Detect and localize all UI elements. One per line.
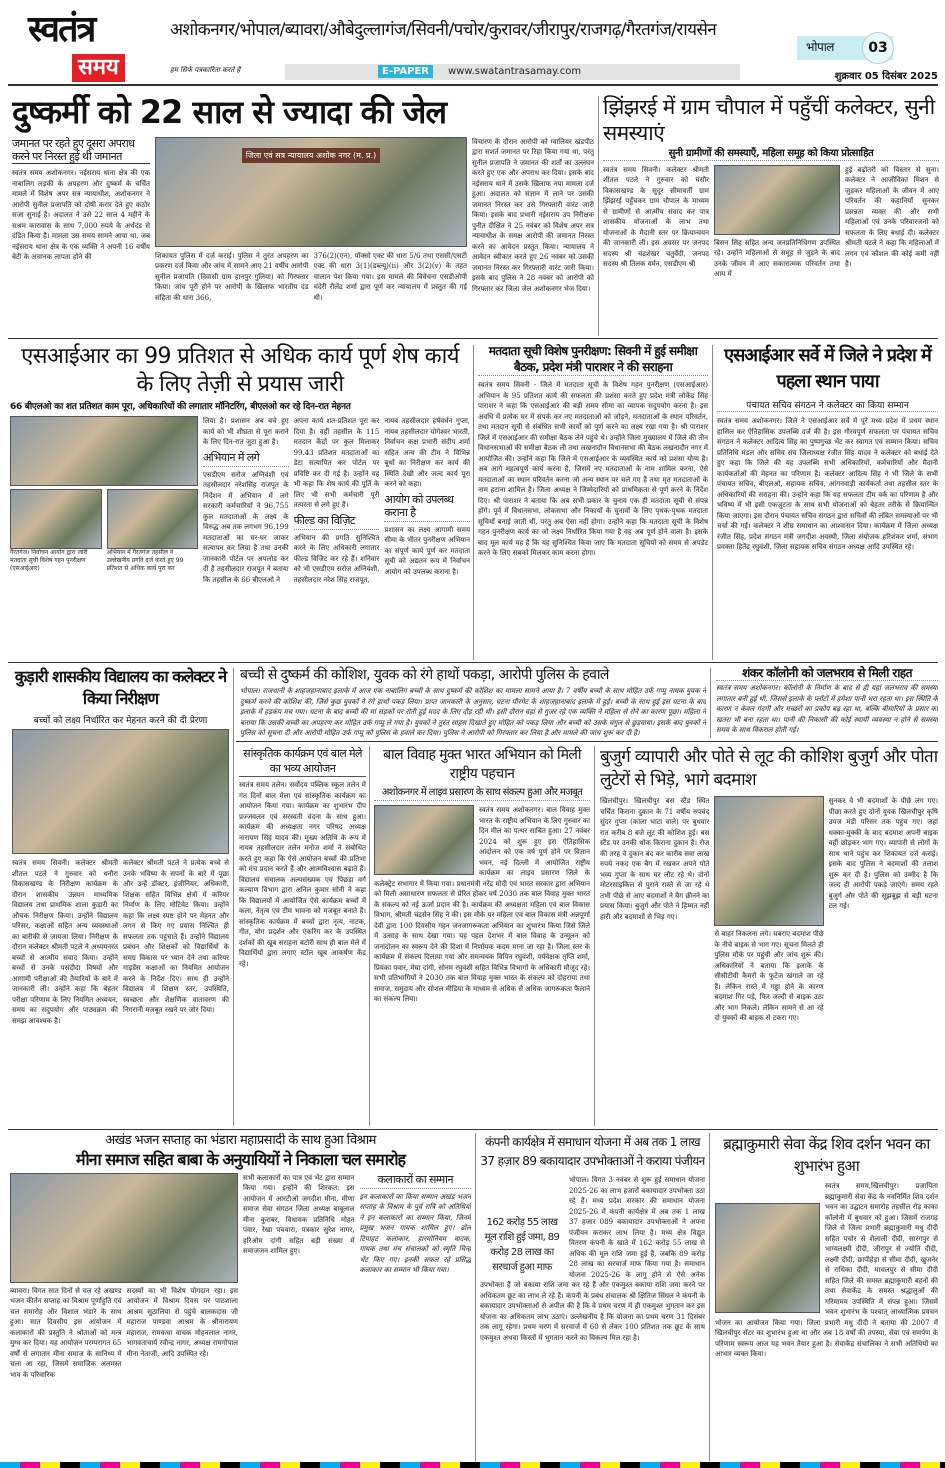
chaupal-photo — [714, 165, 840, 235]
article-text: सदस्यों का भी विशेष योगदान रहा। इस आयोजन में विश्राम दिवस पर पाठशाला आश्रम सुठालिया से पहुंचे बालकदास जी महाराज पाण्डवा आश्रम के श्रीनारायण महाराज, रामकथा वाचक मोहनलाल नागर, भागवताचार्य रवीन्द्र नागर, अध्यक्ष रामगोपाल मीना नेताजी, आदि उपस्थित रहे। — [126, 1286, 238, 1358]
story-colony-waterlogging — [716, 666, 938, 739]
subhead: पंचायत सचिव संगठन ने कलेक्टर का किया सम्मान — [717, 398, 938, 412]
headline: कंपनी कार्यक्षेत्र में समाधान योजना में अब तक 1 लाख 37 हज़ार 89 बकायादार उपभोक्ताओं ने कराया पंजीयन — [480, 1135, 705, 1168]
bhavan-photo — [715, 1203, 820, 1313]
article-text: हुई बढ़ोतरी को विस्तार से सुना। कलेक्टर ने आजीविका मिशन से जुड़कर महिलाओं के जीवन में आए परिवर्तन की कहानियाँ सुनकर प्रसन्नता व्यक्त की और सभी महिलाओं एवं उनके परिवारजनों को सफलता के लिए बधाई दी। कलेक्टर श्रीमती पटले ने कहा कि महिलाओं में लगन एवं कौशल की कोई कमी नहीं है। — [845, 165, 939, 268]
article-text: सुनकर वे भी बदमाशों के पीछे लग गए। पीछा करते हुए दोनों युवक खिलचीपुर कृषि उपज मंडी परिसर तक पहुंच गए। जहां धक्का-मुक्की के बाद बदमाश अपनी बाइक वहीं छोड़कर भाग गए। व्यापारी से लोगों के साथ थाने पहुंच कर शिकायत दर्ज कराई। इसके बाद पुलिस ने बदमाशों की तलाश शुरू कर दी है। पुलिस को उम्मीद है कि जल्द ही आरोपी पकड़े जाएंगे। समय रहते बुजुर्ग और पोते की सूझबूझ से बड़ी घटना टल गई। — [828, 797, 938, 910]
subhead: अशोकनगर में लाइव प्रसारण के साथ संकल्प हुआ और मजबूत — [374, 786, 590, 801]
story-robbery-attempt — [600, 746, 938, 1126]
story-samadhan-scheme — [480, 1133, 705, 1460]
logo-bottom: समय — [72, 54, 125, 82]
article-body: स्वतंत्र समय,खिलचीपुर। प्रजापिता ब्रह्माकुमारी सेवा केंद्र के नवनिर्मित शिव दर्शन भवन का उद्घाटन समारोह तहसील रोड़ काका कॉलोनी में बुधवार को हुआ। जिसमें राजगढ़ जिले से जिला प्रभारी ब्रह्माकुमारी मधु दीदी सहित पचोर से शैलाली दीदी, सारंगपुर से भाग्यलक्ष्मी दीदी, जीरापुर से ज्योति दीदी, लक्ष्मी दीदी, छापीहेड़ा से सीमा दीदी, खुजनेर से राधिका दीदी, माचलपुर से सीमा दीदी सहित जिले की समस्त ब्रह्माकुमारी बहनों की तथा सेवाकेंद्र के समस्त श्रद्धालुओं की गरिमामय उपस्थिति में संपन्न हुआ। जिसमें भवन शुभारंभ के पश्चात् आध्यात्मिक प्रवचन भोजन का आयोजन किया गया। जिला प्रभारी मधु दीदी ने बताया की 2007 में खिलचीपुर सेंटर का शुभारंभ हुआ था और अब 18 वर्षों की तपस्या, सेवा एवं समर्पण के परिणाम स्वरूप आज यह भवन तैयार हुआ है। सेवाकेंद्र संचालिका ने सभी अतिथियों का आभार व्यक्त किया। — [715, 1182, 938, 1358]
article-text: लिया है। प्रशासन अब बचे हुए कार्य को भी शीघ्रता से पूरा कराने के लिए दिन-रात जुटा हुआ है। — [203, 417, 289, 447]
kicker: जमानत पर रहते हुए दूसरा अपराध करने पर निरस्त हुई थी जमानत — [12, 137, 150, 164]
article-text: कलेक्टर श्रीमती पटले ने प्रत्येक बच्चे से उनके भविष्य के सपनों के बारे में पूछा और उन्हें डॉक्टर, इंजीनियर, अधिकारी, शिक्षक सहित विभिन्न क्षेत्रों में करियर निर्माण के लिए मोटिवेट किया। उन्होंने कहा कि लक्ष्य स्पष्ट होने पर मेहनत और लगन से किए गए प्रयास निश्चित ही सफलता तक पहुंचाते हैं। उन्होंने विद्यालय प्रबंधन और शिक्षकों को विद्यार्थियों के समग्र विकास पर ध्यान देने तथा करियर गाइडेंस कक्षाओं का नियमित आयोजन करने के निर्देश दिए। साथ ही उन्होंने विद्यालय में शिक्षण स्तर, उपस्थिति, स्वच्छता और शैक्षणिक वातावरण की निगरानी मजबूत रखने पर जोर दिया। — [123, 859, 229, 1014]
subhead: सुनी ग्रामीणों की समस्याएँ, महिला समूह को किया प्रोत्साहित — [603, 148, 939, 161]
headline: झिंझरई में ग्राम चौपाल में पहुँचीं कलेक्टर, सुनी समस्याएं — [603, 95, 935, 145]
tagline: हम सिर्फ पत्रकारिता करते है — [170, 66, 241, 74]
article-text: खिलचीपुर। खिलचीपुर बस स्टैंड स्थित चर्चित किराना दुकान के 71 वर्षीय रुपचंद सुंदर गुप्ता (काला भाटा वाले) पर बुधवार रात करीब 8 बजे लूट की कोशिश हुई। बस स्टैंड पर उनकी थोक किराना दुकान है। रोज की तरह वे दुकान बंद कर कारीब सवा लाख रुपये नकद एक बैग में रखकर अपने पोते भव्य गुप्ता के साथ घर लौट रहे थे। दोनों मोटरसाइकिल से पुराने रास्ते से जा रहे थे तभी पीछे से आए बदमाशों ने बैग छीनने का प्रयास किया। बुजुर्ग और पोते ने हिम्मत नहीं हारी और बदमाशों से भिड़ गए। — [600, 797, 710, 921]
sir-photo-2 — [10, 489, 102, 549]
story-village-chaupal — [603, 94, 939, 336]
column-divider — [475, 1133, 476, 1461]
article-text: स्वतंत्र समय तलेन। सर्वोदय पब्लिक स्कूल तलेन में गत दिनों बाल मेला एवं सांस्कृतिक कार्यक्रम का आयोजन किया गया। कार्यक्रम का शुभारंभ दीप प्रज्जवलन एवं सरस्वती वंदना के साथ हुआ। कार्यक्रम की अध्यक्षता नगर परिषद अध्यक्ष नारायण सिंह यादव की। मुख्य अतिथि के रूप में नायब तहसीलदार तलेन मनोज शर्मा ने संबोधित करते हुए कहा कि ऐसे आयोजन बच्चों की प्रतिभा को मंच प्रदान करते हैं और आत्मविश्वास बढ़ाते हैं। विद्यालय संचालक अल्पसंख्यक एवं पिछड़ा वर्ग कल्याण विभाग द्वारा अनिल कुमार सोनी ने कहा कि विद्यालयों में आयोजित ऐसे कार्यक्रम बच्चों में कला, नेतृत्व एवं टीम भावना को मजबूत बनाते हैं। सांस्कृतिक कार्यक्रम में बच्चों द्वारा नृत्य, नाटक, गीत, योग प्रदर्शन और एंकरिंग कर के उपस्थित दर्शकों की खूब सराहना बटोरी साथ ही बाल मेले में विद्यार्थियों द्वारा लगाए स्टॉल खूब आकर्षण केंद्र रहे। — [239, 781, 366, 968]
logo-top: स्वतंत्र — [28, 9, 95, 50]
sir-photo-1 — [10, 416, 198, 486]
article-text: ब्यावरा। विगत सात दिनों से चल रहे अखण्ड भजन कीर्तन सप्ताह का विश्राम पूर्णाहुति एवं चल समारोह और विशाल भंडारे के साथ हुआ। सात दिवसीय इस आयोजन में कलाकारों की प्रस्तुति ने श्रोताओं को मन्त्र मुग्ध कर दिया। यह आयोजन परम्परागत 65 वर्षों से लगातार मीना समाज के सानिध्य में चला आ रहा, जिसमें समाजिक अलमस्त भाव के परिवारिक — [10, 1286, 122, 1379]
masthead-rule — [8, 84, 938, 86]
website-link[interactable]: www.swatantrasamay.com — [448, 66, 582, 77]
column-divider — [710, 668, 711, 738]
page-number: 03 — [862, 32, 894, 64]
story-bhajan-procession — [10, 1133, 471, 1460]
section-subhead: कलाकारों का सम्मान — [360, 1173, 472, 1189]
article-text: अपना कार्य शत-प्रतिशत पूरा कर दिया है। वहीं तहसील के 115 मतदान केंद्रों पर कुल मिलाकर 99.43 प्रतिशत मतदाताओं का डेटा सत्यापित कर पोर्टल पर प्रविष्टि कर दी गई है। उन्होंने यह भी कहा कि शेष कार्य की पूर्ति के लिए भी सभी कर्मचारी पूरी तत्परता से लगे हुए हैं। — [293, 417, 380, 510]
story-child-marriage — [374, 746, 590, 1126]
section-subhead: अभियान में लगे — [203, 451, 289, 467]
issue-date: शुक्रवार 05 दिसंबर 2025 — [834, 71, 938, 82]
headline: दुष्कर्मी को 22 साल से ज्यादा की जेल — [12, 94, 447, 131]
section-subhead: फील्ड का विज़िट — [294, 514, 380, 530]
court-sign: जिला एवं सत्र न्यायालय अशोक नगर (म. प्र.) — [242, 148, 381, 163]
section-rule — [8, 338, 938, 339]
section-rule — [236, 741, 938, 742]
article-text: स्वतंत्र समय सिवनी। कलेक्टर श्रीमती शीतल पटले ने गुरुवार को घंसौर विकासखण्ड के सुदूर सीमावर्ती ग्राम झिंझरई पहुँचकर ग्राम चौपाल के माध्यम से ग्रामीणों से आत्मीय संवाद कर पात्र शासकीय योजनाओं के लाभ तथा योजनाओं के मैदानी स्तर पर क्रियान्वयन की जानकारी ली। इस अवसर पर जनपद सदस्य श्री चंद्रशेखर चतुर्वेदी, जनपद सदस्य श्री तिलक वर्मन, एसडीएम श्री — [603, 165, 709, 268]
photo-caption: गैरतगंज। निर्वाचन आयोग द्वारा जारी मतदाता सूची विशेष गहन पुनरीक्षण (एसआईआर) — [10, 549, 88, 573]
article-text: 376(2)(एन), पॉक्सो एक्ट की धारा 5/6 तथा एससी/एसटी एक्ट की धारा 3(1)(डब्ल्यू)(ii) और 3(2)(v) के तहत चालान पेश किया गया। इस मामले की विवेचना एसडीओपी चंदेरी रौलेंद्र शर्मा द्वारा पूर्ण कर न्यायालय में प्रस्तुत की गई थी। — [313, 251, 467, 302]
article-body: स्वतंत्र समय अशोकनगर। बाल विवाह मुक्त भारत के राष्ट्रीय अभियान के लिए गुरुवार का दिन मील का पत्थर साबित हुआ। 27 नवंबर 2024 को शुरू हुए इस ऐतिहासिक आंदोलन को एक वर्ष पूर्ण होने पर विज्ञान भवन, नई दिल्ली में आयोजित राष्ट्रीय कार्यक्रम का लाइव प्रसारण जिले के कलेक्ट्रेट सभागार में किया गया। प्रधानमंत्री नरेंद्र मोदी एवं भारत सरकार द्वारा अभियान को मिली असाधारण सफलता से प्रेरित होकर वर्ष 2030 तक बाल विवाह मुक्त भारत के संकल्प को नई ऊर्जा प्रदान की है। कार्यक्रम की अध्यक्षता महिला एवं बाल विकास विभाग, श्रीमती चंद्रसेन सिंह ने की। इस मौके पर महिला एवं बाल विकास मंत्री अन्नपूर्णा देवी द्वारा 100 दिवसीय गहन जनजागरूकता अभियान का शुभारंभ किया जिसे जिले में उत्साह के साथ देखा गया। यह पहल देशभर में बाल विवाह के उन्मूलन को जनांदोलन का स्वरूप देने की दिशा में निर्णायक कदम माना जा रहा है। जिला स्तर के कार्यक्रम में संकल्प दिलाया गया और समन्वयक विपिन रघुवंशी, पर्यवेक्षक तृप्ति शर्मा, प्रियंका पवार, मेघा दांगी, सोनम रघुवंशी सहित विभिन्न विभागों के अधिकारी मौजूद रहे। सभी प्रतिभागियों ने 2030 तक बाल विवाह मुक्त भारत के संकल्प को दोहराया तथा समाज, समुदाय और सोशल मीडिया के माध्यम से अधिक से अधिक जागरूकता फैलाने का संकल्प लिया। — [374, 806, 590, 1003]
story-school-inspection — [12, 666, 229, 1126]
article-text: प्रशासन का लक्ष्य आगामी समय सीमा के भीतर पुनरीक्षण अभियान का संपूर्ण कार्य पूर्ण कर मतदाता सूची को अद्यतन रूप में निर्वाचन आयोग को उपलब्ध कराना है। — [384, 525, 470, 576]
headline: सांस्कृतिक कार्यक्रम एवं बाल मेले का भव्य आयोजन — [239, 746, 366, 777]
subhead: बच्चों को लक्ष्य निर्धारित कर मेहनत करने की दी प्रेरणा — [33, 716, 208, 726]
article-text: सभी कलाकारों का पात्र एवं भेंट द्वारा सम्मान किया गया। इन्होंने की शिरकत: इस आयोजन में आरटीओ जगदीश मीना, मीणा समाज सेवा संगठन जिला अध्यक्ष बाबूलाल मीना कुराबर, विधायक प्रतिनिधि मोहन पंवार, रेखा पचवारा, पत्रकार सुरेश नागर, हरिओम दांगी सहित बड़ी संख्या में समाजजन शामिल हुए। — [243, 1173, 355, 1256]
article-body: भोपाल। विगत 3 नवंबर से शुरू हुई समाधान योजना 2025-26 का लाभ हजारों बकायादार उपभोक्ता उठा रहे हैं। मध्य प्रदेश सरकार की समाधान योजना 2025-26 में कंपनी कार्यक्षेत्र में अब तक 1 लाख 37 हजार 089 बकायादार उपभोक्ताओं ने अपना पंजीयन कराकर लाभ लिया है। मध्य क्षेत्र विद्युत वितरण कंपनी के खाते में 162 करोड़ 55 लाख से अधिक की मूल राशि जमा हुई है, जबकि 89 करोड़ 28 लाख का सरचार्ज माफ किया गया है। समाधान योजना 2025-26 के लागू होने से ऐसे अनेक उपभोक्ता हैं जो बकाया राशि जमा कर रहे हैं और एकमुश्त बकाया राशि जमा करने पर अधिकतम छूट का लाभ ले रहे हैं। कंपनी के प्रबंध संचालक श्री क्षितिज सिंघल ने कंपनी के बकायादार उपभोक्ताओं से अपील की है कि वे प्रथम चरण में ही एकमुश्त भुगतान कर इस योजना का अधिकतम लाभ उठाएं। उल्लेखनीय है कि योजना का प्रथम चरण 31 दिसंबर तक लागू रहेगा। प्रथम चरण में सरचार्ज में 60 से लेकर 100 प्रतिशत तक छूट के साथ एकमुश्त अथवा किस्तों में भुगतान करने का विकल्प मिल रहा है। — [480, 1176, 705, 1342]
headline: मतदाता सूची विशेष पुनरीक्षण: सिवनी में हुई समीक्षा बैठक, प्रदेश मंत्री पाराशर ने की सराहना — [478, 343, 708, 376]
story-voter-list-review — [478, 343, 708, 659]
section-rule — [8, 662, 938, 663]
column-divider — [594, 746, 595, 1126]
headline: बच्ची से दुष्कर्म की कोशिश, युवक को रंगे हाथों पकड़ा, आरोपी पुलिस के हवाले — [240, 667, 609, 683]
article-text: स्वतंत्र समय सिवनी - जिले में मतदाता सूची के विशेष गहन पुनरीक्षण (एसआईआर) अभियान के 95 प्रतिशत कार्य की सफलता की प्रशंसा करते हुए प्रदेश मंत्री लोकेंद्र सिंह पाराशर ने कहा कि एसआईआर की बड़ी समय सीमा का व्यापक सदुपयोग करना है। इस अवधि में प्रत्येक घर में संपर्क कर नए मतदाताओं को जोड़ने, मतदाताओं के स्थान परिवर्तन, तथा मतदान सूची से संबंधित सभी कार्यों को पूर्ण करने का लक्ष्य रखा गया है। श्री पाराशर जिले में एसआईआर की समीक्षा बैठक लेने पहुंचे थे। उन्होंने जिला मुख्यालय में जिले की तीन विधानसभाओं की समीक्षा बैठक ली तथा लखनादौन विधानसभा की बैठक लखनादौन नगर में आयोजित की। उन्होंने कहा कि जिले में एसआईआर के व्यवस्थित कार्य को प्रशंसा योग्य है। अब आगे महत्वपूर्ण कार्य करना है, जिसमें नए मतदाताओं के नाम शामिल करना, ऐसे मतदाताओं का स्थान परिवर्तन करना जो अन्य स्थान पर चले गए हैं तथा मृत मतदाताओं के नाम हटाना शामिल है। जिला अध्यक्ष ने जिम्मेदारियों को प्राथमिकता से पूर्ण करने के निर्देश दिए। श्री पाराशर ने बताया कि अब सभी प्रकार के चुनाव एक ही मतदाता सूची से संपन्न होंगे। पूर्व में विधानसभा, लोकसभा और निकायों के चुनावों के लिए पृथक-पृथक मतदाता सूचियाँ बनाई जाती थीं, परंतु अब ऐसा नहीं होगा। उन्होंने कहा कि मतदाता सूची के विशेष गहन पुनरीक्षण कार्य का जो लक्ष्य निर्धारित किया गया है वह अब पूर्ण होने वाला है। इसके बाद मूल कार्य यह है कि यह सुनिश्चित किया जाए कि मतदाता सूचियों को समय से अपडेट करने के लिए सबको मिलकर काम करना होगा। — [478, 381, 708, 557]
article-text: अभियान की प्रगति सुनिश्चित करने के लिए अधिकारी लगातार फील्ड विजिट कर रहे हैं। शनिवार को भी एसडीएम सरोज अग्निवंशी, तहसीलदार नरेश सिंह राजपूत, — [293, 533, 380, 584]
print-color-bar — [0, 1462, 945, 1468]
headline: शंकर कॉलोनी को जलभराव से मिली राहत — [716, 666, 938, 681]
headline: एसआईआर सर्वे में जिले ने प्रदेश में पहला स्थान पाया — [724, 345, 931, 392]
court-photo — [155, 137, 467, 247]
story-sir-first-rank — [717, 343, 938, 659]
sir-photo-3 — [107, 489, 199, 549]
section-rule — [8, 1129, 938, 1130]
article-text: स्वतंत्र समय अशोकनगर। कॉलोनी के निर्माण के बाद से ही यहां जलभराव की समस्या लगातार बनी हुई थी, जिससे इलाके के प्लॉटों में हमेशा पानी भरा रहता था। इस स्थिति के कारण न केवल गंदगी और मच्छरों का प्रकोप बढ़ रहा था, बल्कि बीमारियों के प्रसार का खतरा भी बना रहता था। पानी की निकासी की कोई स्थायी व्यवस्था न होने से समस्या समय के साथ विकराल होती गई। — [716, 684, 938, 735]
section-subhead: आयोग को उपलब्ध कराना है — [384, 493, 470, 522]
robbery-photo — [714, 796, 823, 926]
column-divider — [709, 1133, 710, 1461]
article-text: स्वतंत्र समय अशोकनगर। नईसराय थाना क्षेत्र की एक नाबालिग लड़की के अपहरण और दुष्कर्म के चर्चित मामले में विशेष अपर सत्र न्यायाधीश, अशोकनगर ने आरोपी सुनील प्रजापति को दोषी करार देते हुए कठोर सजा सुनाई है। अदालत ने उसे 22 साल 4 महीने के सश्रम कारावास के साथ 7,000 रुपये के अर्थदंड से दंडित किया है। मामला उस समय सामने आया था, जब नईसराय थाना क्षेत्र के एक व्यक्ति ने अपनी 16 वर्षीय बेटी के अचानक लापता होने की — [12, 169, 150, 262]
column-divider — [369, 746, 370, 1126]
edition-city: भोपाल — [806, 40, 834, 54]
article-text: से बाहर निकलना लगे। घबराए बदमाश पीछे के नीचे बाइक से भाग गए। सूचना मिलते ही पुलिस मौके पर पहुंची और जांच शुरू की। अधिकारियों ने बताया कि इलाके के सीसीटीवी कैमरों के फुटेज खंगाले जा रहे हैं। लेकिन रास्ते में गड्ढा होने के कारण बदमाश गिर पड़े, फिर जल्दी से बाइक उठा और भाग निकले। लेकिन सामने से आ रहे दो युवकों की बाइक से टकरा गए। — [714, 930, 824, 1022]
article-text: एसडीएम सरोज अग्निवंशी एवं तहसीलदार नरेशसिंह राजपूत के निर्देशन में अभियान में लगे सरकारी कर्मचारियों ने 96,755 कुल मतदाताओं के लक्ष्य के विरुद्ध अब तक लगभग 96,199 मतदाताओं का घर-घर जाकर सत्यापन कर लिया है तथा उनकी जानकारी पोर्टल पर अपलोड कर दी है तहसीलदार राजपूत ने बताया कि तहसील के 66 बीएलओ ने — [203, 470, 289, 584]
article-text: भोपाल। राजधानी के शाहजहानाबाद इलाके में आज एक नाबालिग बच्ची के साथ दुष्कर्म की कोशिश का मामला सामने आया है। 7 वर्षीय बच्ची के साथ मोहित उर्फ गप्पू नामक युवक ने दुष्कर्म करने की कोशिश की, जिसे कुछ युवकों ने रंगे हाथों पकड़ लिया। प्राप्त जानकारी के अनुसार, घटना पीरगेट के शाहजहानाबाद इलाके में हुई। बच्ची के साथ हुई इस घटना के बाद इलाके में हड़कंप मच गया। घटना के बाद बच्ची की मां सड़कों पर रोती हुई मदद के लिए दौड़ रही थी। इसी दौरान वहां से गुजर रहे एक व्यक्ति ने महिला से रोने का कारण पूछा। महिला ने बताया कि उसकी बच्ची का अपहरण कर मोहित उर्फ गप्पू ले गया है। युवकों ने तुरंत साहस दिखाते हुए मोहित को पकड़ लिया और बच्ची को उसके चंगुल से छुड़वाया। इसके बाद युवकों ने पुलिस को सूचना दी और आरोपी मोहित उर्फ गप्पू को पुलिस के हवाले कर दिया। पुलिस ने आरोपी को गिरफ्तार कर लिया है और मामले की जांच शुरू कर दी है। — [240, 687, 706, 737]
school-photo — [12, 729, 229, 854]
headline: मीना समाज सहित बाबा के अनुयायियों ने निकाला चल समारोह — [75, 1149, 406, 1169]
story-court-verdict — [12, 94, 594, 336]
masthead — [0, 0, 945, 90]
headline: एसआईआर का 99 प्रतिशत से अधिक कार्य पूर्ण शेष कार्य के लिए तेज़ी से प्रयास जारी — [21, 344, 459, 397]
epaper-badge[interactable]: E-PAPER — [378, 65, 433, 78]
column-divider — [233, 668, 234, 1126]
photo-caption: अभियान में गैरतगंज तहसील ने उल्लेखनीय प्रगति दर्ज करते हुए 99 प्रतिशत से अधिक कार्य पूरा कर — [106, 549, 184, 573]
article-text: इन कलाकारों का किया सम्मान अखंड भजन सप्ताह के विश्राम के पूर्व रात्रि को अतिथियों ने इन कलाकारों का सम्मान किया, जिनमें प्रमुख भजन गायक शामिल हुए। ढोल टिपाहट कलाकार, हारमोनियम वादक, गायक तथा मंच संचालकों को स्मृति चिन्ह भेंट किए गए। इनकी सफल रहे प्रसिद्ध कलाकार का सम्मान भी किया गया। — [359, 1192, 471, 1275]
article-text: स्वतंत्र समय अशोकनगर। जिले ने एसआईआर सर्वे में पूरे मध्य प्रदेश में प्रथम स्थान हासिल कर ऐतिहासिक उपलब्धि दर्ज की है। इस गौरवपूर्ण सफलता पर पंचायत सचिव संगठन ने कलेक्टर आदित्य सिंह का पुष्पगुच्छ भेंट कर स्वागत एवं सम्मान किया। सचिव प्रतिनिधि मंडल और सचिव संघ जिलाध्यक्ष रंजीत सिंह यादव ने कलेक्टर को बधाई देते हुए कहा कि जिले की यह उपलब्धि सभी अधिकारियों, कर्मचारियों और मैदानी कार्यकर्ताओं की मेहनत का परिणाम है। कलेक्टर आदित्य सिंह ने भी जिले के सभी पंचायत सचिव, बीएलओ, सहायक सचिव, आंगनवाड़ी कार्यकर्ता तथा तहसील स्तर के अधिकारियों की सराहना की। उन्होंने कहा कि यह सफलता टीम वर्क का परिणाम है और भविष्य में भी इसी एकजुटता के साथ सभी योजनाओं को बेहतर तरीके से क्रियान्वित किया जाएगा। इस दौरान पंचायत सचिव संगठन द्वारा सचिवों की लंबित समस्याओं पर भी चर्चा की गई। कलेक्टर ने शीघ्र समाधान का आश्वासन दिया। कार्यक्रम में जिला अध्यक्ष रंजीत सिंह, प्रदेश संगठन मंत्री जगदीश अवस्थी, जिला संयोजक हरिशंकर शर्मा, संभाग प्रवक्ता हितेंद्र रघुवंशी, जिला सहायक सचिव संगठन अध्यक्ष आदि उपस्थित रहे। — [717, 417, 938, 551]
column-divider — [712, 345, 713, 660]
column-divider — [473, 345, 474, 660]
headline: बाल विवाह मुक्त भारत अभियान को मिली राष्ट्रीय पहचान — [383, 747, 581, 782]
article-text: बिसन सिंह सहित अन्य जनप्रतिनिधिगण उपस्थित रहे। उन्होंने महिलाओं से समूह से जुड़ने के बाद उनके जीवन में आए सकारात्मक परिवर्तन तथा आय में — [714, 238, 840, 278]
kicker: अखंड भजन सप्ताह का भंडारा महाप्रसादी के साथ हुआ विश्राम — [105, 1133, 376, 1148]
headline: बुजुर्ग व्यापारी और पोते से लूट की कोशिश बुजुर्ग और पोता लुटेरों से भिड़े, भागे बदमाश — [600, 747, 938, 790]
procession-photo — [10, 1173, 238, 1283]
article-text — [374, 805, 590, 1126]
article-text: नायब तहसीलदार हर्षवर्धन गुप्ता, नायब तहसीलदार योगेश्वर भारती, निर्वाचन कक्ष प्रभारी संदीप शर्मा सहित अन्य की टीम ने विभिन्न बूथों का निरीक्षण कर कार्य की स्थिति देखी और जल्द कार्य पूरा करने को कहा। — [384, 417, 470, 489]
story-cultural-fair — [239, 746, 366, 1126]
article-text — [715, 1181, 938, 1460]
article-text — [480, 1175, 705, 1460]
edition-list: अशोकनगर/भोपाल/ब्यावरा/औबेदुल्लागंज/सिवनी/पचोर/कुरावर/जीरापुर/राजगढ़/गैरतगंज/रायसेन — [170, 20, 717, 40]
story-child-assault — [240, 666, 706, 739]
article-text: स्वतंत्र समय सिवनी। कलेक्टर श्रीमती शीतल पटले ने गुरुवार को धनौरा विकासखण्ड के निरीक्षण कार्यक्रम के दौरान शासकीय उन्नयन माध्यमिक विद्यालय तथा प्राथमिक शाला कुड़ारी का औचक निरीक्षण किया। उन्होंने विद्यालय परिसर, कक्षाओं सहित अन्य व्यवस्थाओं का बारीकी से जायजा लिया। निरीक्षण के दौरान कलेक्टर श्रीमती पटले ने अध्ययनरत बच्चों से आत्मीय संवाद किया। उन्होंने बच्चों से उनके पसंदीदा विषयों और आगामी परीक्षाओं की तैयारियों के बारे में जानकारी ली। उन्होंने कहा कि बेहतर परीक्षा परिणाम के लिए नियमित अध्ययन, समय का सदुपयोग और पाठ्यक्रम की समझ आवश्यक है। — [12, 859, 118, 1025]
subhead: 66 बीएलओ का शत प्रतिशत काम पूरा, अधिकारियों की लगातार मॉनिटरिंग, बीएलओ कर रहे दिन-रात मेहनत — [10, 402, 351, 412]
story-brahmakumari-bhavan — [715, 1133, 938, 1460]
campaign-photo — [374, 805, 474, 875]
article-text: विचारण के दौरान आरोपी को ग्वालियर खंडपीठ द्वारा सशर्त जमानत पर रिहा किया गया था, परंतु सुनील प्रजापति ने जमानत की शर्तों का उल्लंघन करते हुए एक और अपराध कर दिया। इसके बाद नईसराय थाने में उसके खिलाफ नया मामला दर्ज हुआ। अदालत को संज्ञान में लाने पर उसकी जमानत निरस्त कर उसे गिरफ्तारी वारंट जारी किया। इसके बाद प्रभारी नईसराय उप निरीक्षक पुनीत दीक्षित ने 25 नवंबर को विशेष अपर सत्र न्यायाधीश के समक्ष आरोपी की जमानत निरस्त करने का आवेदन प्रस्तुत किया। न्यायालय ने आवेदन स्वीकार करते हुए 26 नवंबर को उसकी जमानत निरस्त कर गिरफ्तारी वारंट जारी किया। इसके बाद पुलिस ने 28 नवंबर को आरोपी को गिरफ्तार कर जिला जेल अशोकनगर भेज दिया। — [472, 137, 594, 293]
headline: ब्रह्माकुमारी सेवा केंद्र शिव दर्शन भवन का शुभारंभ हुआ — [723, 1135, 930, 1175]
article-text: शिकायत पुलिस में दर्ज कराई। पुलिस ने तुरंत अपहरण का प्रकरण दर्ज किया और जांच में सामने आए 21 वर्षीय आरोपी सुनील प्रजापति (निवासी ग्राम हानपुर गुलिया) को गिरफ्तार किया। जांच पूरी होने पर आरोपी के खिलाफ भारतीय दंड संहिता की धारा 366, — [155, 251, 309, 302]
column-divider — [598, 96, 599, 336]
pull-quote: 162 करोड़ 55 लाख मूल राशि हुई जमा, 89 करोड़ 28 लाख का सरचार्ज हुआ माफ — [484, 1217, 560, 1273]
headline: कुड़ारी शासकीय विद्यालय का कलेक्टर ने किया निरीक्षण — [14, 667, 227, 708]
story-sir-progress — [10, 343, 470, 659]
